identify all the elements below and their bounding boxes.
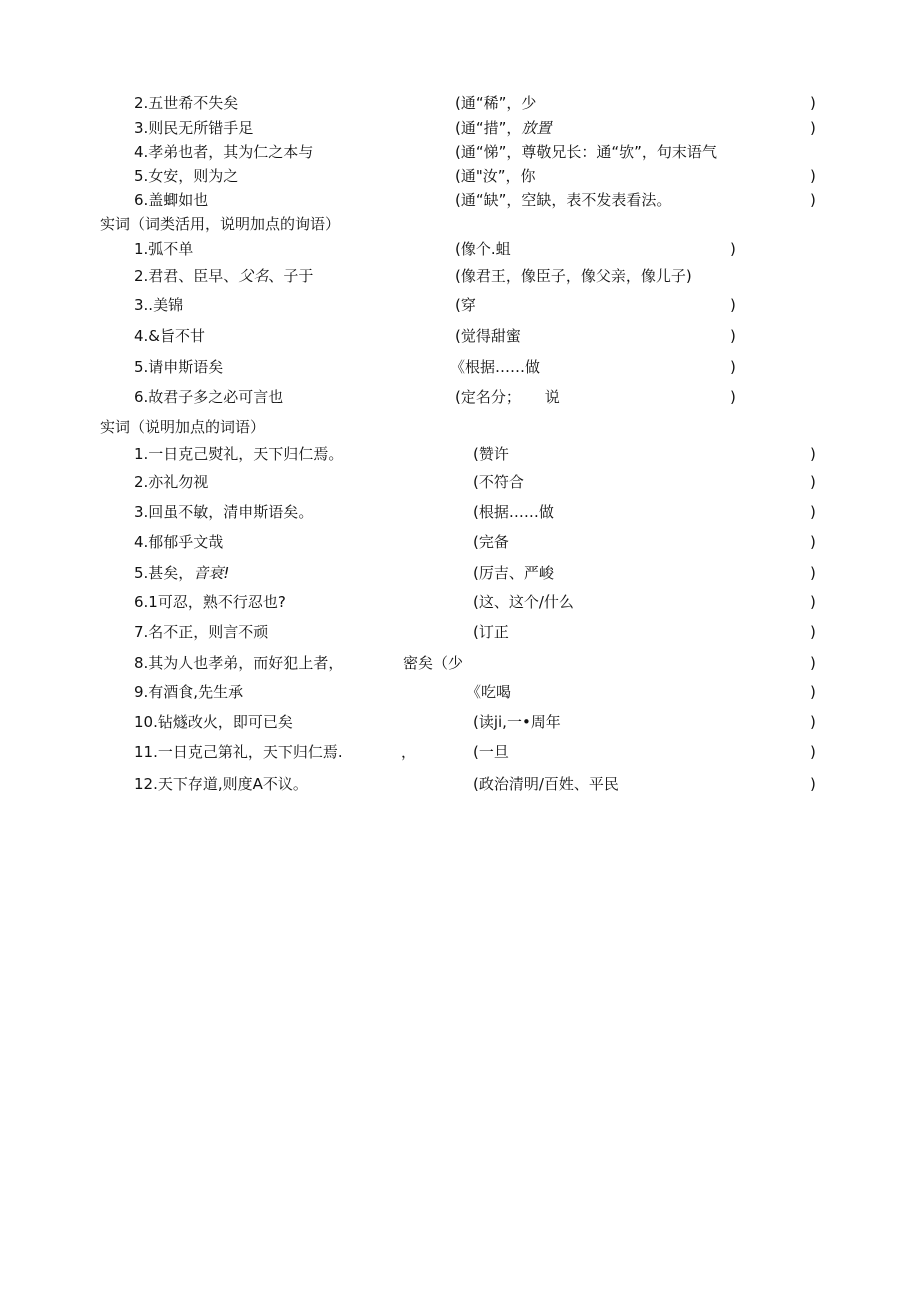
item-question: 9.有酒食,先生承 <box>134 683 244 701</box>
list-item <box>0 652 920 674</box>
list-item <box>0 92 920 114</box>
item-question: 3..美锦 <box>134 296 184 314</box>
item-note: ， <box>401 743 417 761</box>
item-question: 12.天下存道,则度A不议。 <box>134 775 308 793</box>
item-close-paren: ) <box>730 327 736 345</box>
item-answer: (通“悌”，尊敬兄长：通“欤”，句末语气 <box>455 143 717 161</box>
section-heading: 实词（说明加点的词语） <box>100 418 266 436</box>
item-question <box>134 562 229 584</box>
list-item <box>0 265 920 287</box>
list-item <box>0 562 920 584</box>
item-question: 6.1可忍，熟不行忍也? <box>134 593 286 611</box>
item-question: 4.郁郁乎文哉 <box>134 533 224 551</box>
item-close-paren: ) <box>810 473 816 491</box>
item-answer: (不符合 <box>473 473 524 491</box>
item-close-paren: ) <box>810 564 816 582</box>
list-item <box>0 238 920 260</box>
item-question: 6.故君子多之必可言也 <box>134 388 284 406</box>
list-item <box>0 386 920 408</box>
item-answer: (政治清明/百姓、平民 <box>473 775 619 793</box>
item-question: 4.&旨不甘 <box>134 327 206 345</box>
item-answer: (读ji,一•周年 <box>473 713 561 731</box>
list-item <box>0 531 920 553</box>
list-item <box>0 621 920 643</box>
item-question <box>134 265 313 287</box>
item-close-paren: ) <box>810 713 816 731</box>
item-close-paren: ) <box>810 683 816 701</box>
item-close-paren: ) <box>730 358 736 376</box>
item-answer: (像个.蛆 <box>455 240 511 258</box>
item-question-main: 5.甚矣， <box>134 564 194 582</box>
item-answer: (订正 <box>473 623 509 641</box>
item-question: 4.孝弟也者，其为仁之本与 <box>134 143 314 161</box>
item-close-paren: ) <box>810 593 816 611</box>
item-question: 3.则民无所错手足 <box>134 119 254 137</box>
list-item <box>0 165 920 187</box>
item-close-paren: ) <box>810 623 816 641</box>
list-item <box>0 189 920 211</box>
item-answer-main: (通“措”， <box>455 119 522 137</box>
list-item <box>0 325 920 347</box>
item-answer: (觉得甜蜜 <box>455 327 521 345</box>
list-item <box>0 501 920 523</box>
item-answer: (像君王，像臣子，像父亲，像儿子) <box>455 267 692 285</box>
list-item <box>0 141 920 163</box>
list-item <box>0 591 920 613</box>
item-answer: 《根据……做 <box>450 358 541 376</box>
list-item <box>0 356 920 378</box>
item-close-paren: ) <box>810 775 816 793</box>
list-item <box>0 294 920 316</box>
item-close-paren: ) <box>810 94 816 112</box>
item-close-paren: ) <box>810 119 816 137</box>
item-answer: (这、这个/什么 <box>473 593 574 611</box>
list-item <box>0 773 920 795</box>
item-close-paren: ) <box>730 240 736 258</box>
item-answer: (根据……做 <box>473 503 554 521</box>
item-answer: (厉吉、严峻 <box>473 564 554 582</box>
item-answer: (穿 <box>455 296 476 314</box>
item-question: 5.女安，则为之 <box>134 167 239 185</box>
list-item <box>0 711 920 733</box>
item-close-paren: ) <box>810 191 816 209</box>
item-answer: (赞许 <box>473 445 509 463</box>
list-item <box>0 471 920 493</box>
item-question: 2.亦礼勿视 <box>134 473 209 491</box>
item-answer: (通“缺”，空缺，表不发表看法。 <box>455 191 672 209</box>
item-question: 2.五世希不失矣 <box>134 94 239 112</box>
item-question: 5.请申斯语矣 <box>134 358 224 376</box>
item-question: 3.回虽不敏，清申斯语矣。 <box>134 503 314 521</box>
item-question-tail: 、子于 <box>268 267 314 285</box>
item-question: 11.一日克己第礼，天下归仁焉. <box>134 743 343 761</box>
item-answer: (完备 <box>473 533 509 551</box>
item-question: 1.弧不单 <box>134 240 194 258</box>
item-question-italic: 父名 <box>238 267 269 285</box>
item-answer <box>455 117 551 139</box>
item-close-paren: ) <box>810 445 816 463</box>
item-close-paren: ) <box>810 743 816 761</box>
item-answer: 《吃喝 <box>466 683 512 701</box>
item-close-paren: ) <box>730 296 736 314</box>
list-item <box>0 741 920 763</box>
item-question-main: 2.君君、臣早、 <box>134 267 239 285</box>
item-answer: (通“稀”，少 <box>455 94 537 112</box>
item-close-paren: ) <box>810 167 816 185</box>
item-close-paren: ) <box>810 533 816 551</box>
item-close-paren: ) <box>730 388 736 406</box>
item-close-paren: ) <box>810 654 816 672</box>
item-question: 8.其为人也孝弟，而好犯上者， <box>134 654 344 672</box>
item-close-paren: ) <box>810 503 816 521</box>
item-question-italic: 音衰! <box>193 564 230 582</box>
item-note: 密矣（少 <box>403 654 464 672</box>
item-question: 1.一日克己熨礼，天下归仁焉。 <box>134 445 344 463</box>
item-answer: (定名分； 说 <box>455 388 560 406</box>
item-question: 6.盖蝍如也 <box>134 191 209 209</box>
item-question: 10.钻燧改火，即可已矣 <box>134 713 293 731</box>
item-question: 7.名不正，则言不顽 <box>134 623 269 641</box>
section-heading: 实词（词类活用，说明加点的询语） <box>100 215 341 233</box>
list-item <box>0 117 920 139</box>
item-answer: (通"汝”，你 <box>455 167 536 185</box>
list-item <box>0 681 920 703</box>
list-item <box>0 443 920 465</box>
item-answer-italic: 放置 <box>521 119 552 137</box>
item-answer: (一旦 <box>473 743 509 761</box>
